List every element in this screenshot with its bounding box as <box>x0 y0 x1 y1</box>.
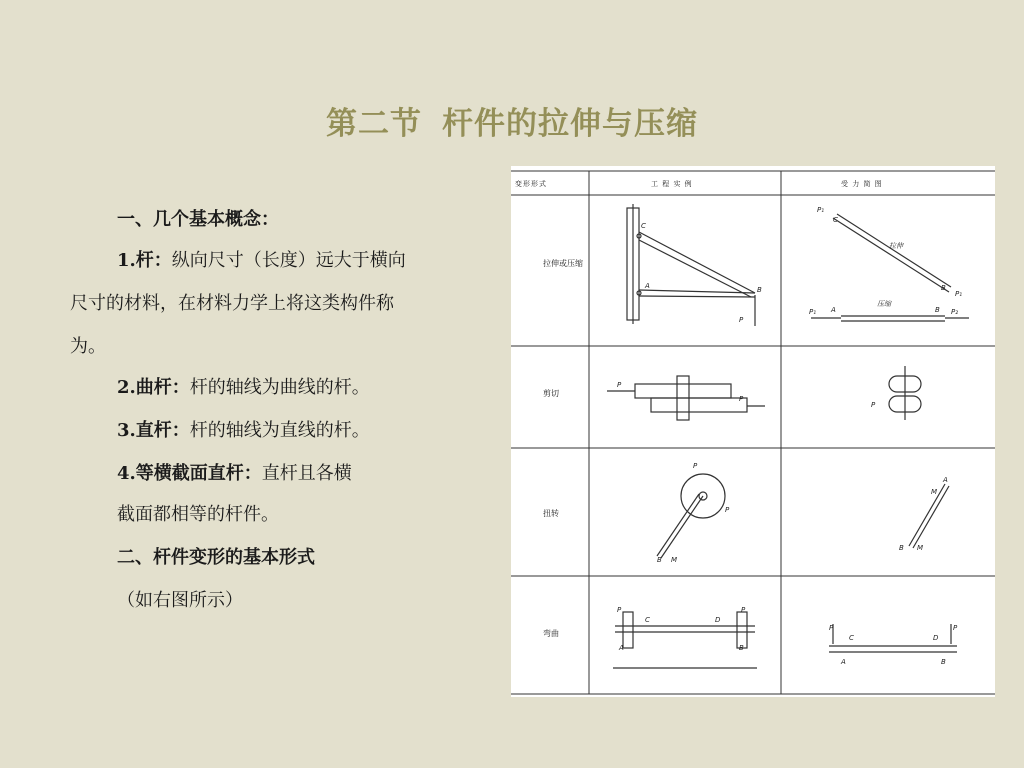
slide-title <box>0 98 1024 143</box>
label-p-torsion-top: P <box>693 462 698 470</box>
item2 <box>117 376 370 400</box>
item2-term: 2.曲杆： <box>117 377 190 398</box>
label-a-compression: A <box>831 306 836 314</box>
label-d-bending-example: D <box>715 616 721 624</box>
item1-line2: 尺寸的材料，在材料力学上将这类构件称 <box>70 293 394 314</box>
label-p-shear-force: P <box>871 401 876 409</box>
label-c-bending: C <box>849 634 854 642</box>
label-b-example: B <box>757 286 762 294</box>
title-topic: 杆件的拉伸与压缩 <box>442 106 698 142</box>
label-compression: 压缩 <box>877 300 891 308</box>
label-p-shear-right: P <box>739 395 744 403</box>
label-d-bending: D <box>933 634 939 642</box>
label-p1-tension-end: P₁ <box>955 290 963 298</box>
label-a-torsion: A <box>943 476 948 484</box>
label-p1-tension: P₁ <box>817 206 825 214</box>
label-p1-compression: P₁ <box>809 308 817 316</box>
item4-def-1: 直杆且各横 <box>261 463 352 484</box>
label-b-compression: B <box>935 306 940 314</box>
label-p-bending-right: P <box>741 606 746 614</box>
item3-def: 杆的轴线为直线的杆。 <box>189 420 370 441</box>
table-grid <box>511 171 995 694</box>
row-label-tension-compression: 拉伸或压缩 <box>543 259 583 268</box>
label-p-example: P <box>739 316 744 324</box>
torsion-example-drawing <box>657 474 725 558</box>
label-a-bending-example: A <box>619 644 624 652</box>
row-label-bending: 弯曲 <box>543 629 559 638</box>
label-tension: 拉伸 <box>889 242 903 250</box>
deformation-table-svg <box>511 166 995 697</box>
label-b-torsion: B <box>899 544 904 552</box>
label-c-example: C <box>641 222 646 230</box>
torsion-force-drawing <box>909 484 949 548</box>
label-p2-compression: P₂ <box>951 308 959 316</box>
label-m-torsion-top: M <box>931 488 938 496</box>
label-b-torsion-example: B <box>657 556 662 564</box>
section2-note: （如右图所示） <box>117 590 243 611</box>
item4-term: 4.等横截面直杆： <box>117 463 262 484</box>
header-force-diagram: 受 力 简 图 <box>841 180 883 188</box>
item2-def: 杆的轴线为曲线的杆。 <box>189 377 370 398</box>
label-m-torsion-bottom: M <box>917 544 924 552</box>
title-section-number: 第二节 <box>326 106 422 142</box>
header-deformation-type: 变形形式 <box>515 180 547 188</box>
label-p-bending-left: P <box>617 606 622 614</box>
item1-term: 1.杆： <box>117 250 172 271</box>
shear-force-drawing <box>889 366 921 420</box>
label-b-tension: B <box>941 284 946 292</box>
label-p-torsion-side: P <box>725 506 730 514</box>
tension-example-drawing <box>627 204 755 326</box>
deformation-figure <box>511 166 995 697</box>
section1-heading: 一、几个基本概念： <box>117 209 279 230</box>
item1-def-1: 纵向尺寸（长度）远大于横向 <box>171 250 406 271</box>
label-p-shear-left: P <box>617 381 622 389</box>
label-p-bending-force-right: P <box>953 624 958 632</box>
label-p-bending-force-left: P <box>829 624 834 632</box>
row-label-torsion: 扭转 <box>543 509 559 518</box>
label-m-torsion-example: M <box>671 556 678 564</box>
item1-line1 <box>117 249 406 273</box>
item3 <box>117 419 370 443</box>
label-c-tension: C <box>833 216 838 224</box>
row-label-shear: 剪切 <box>543 389 559 398</box>
label-a-example: A <box>645 282 650 290</box>
item4-line1 <box>117 462 352 486</box>
label-c-bending-example: C <box>645 616 650 624</box>
section2-heading: 二、杆件变形的基本形式 <box>117 547 315 568</box>
label-b-bending-example: B <box>739 644 744 652</box>
label-a-bending: A <box>841 658 846 666</box>
label-b-bending: B <box>941 658 946 666</box>
item3-term: 3.直杆： <box>117 420 190 441</box>
bending-example-drawing <box>613 612 757 668</box>
header-engineering-example: 工 程 实 例 <box>651 180 693 188</box>
item4-line2: 截面都相等的杆件。 <box>117 504 279 525</box>
item1-line3: 为。 <box>70 336 106 357</box>
